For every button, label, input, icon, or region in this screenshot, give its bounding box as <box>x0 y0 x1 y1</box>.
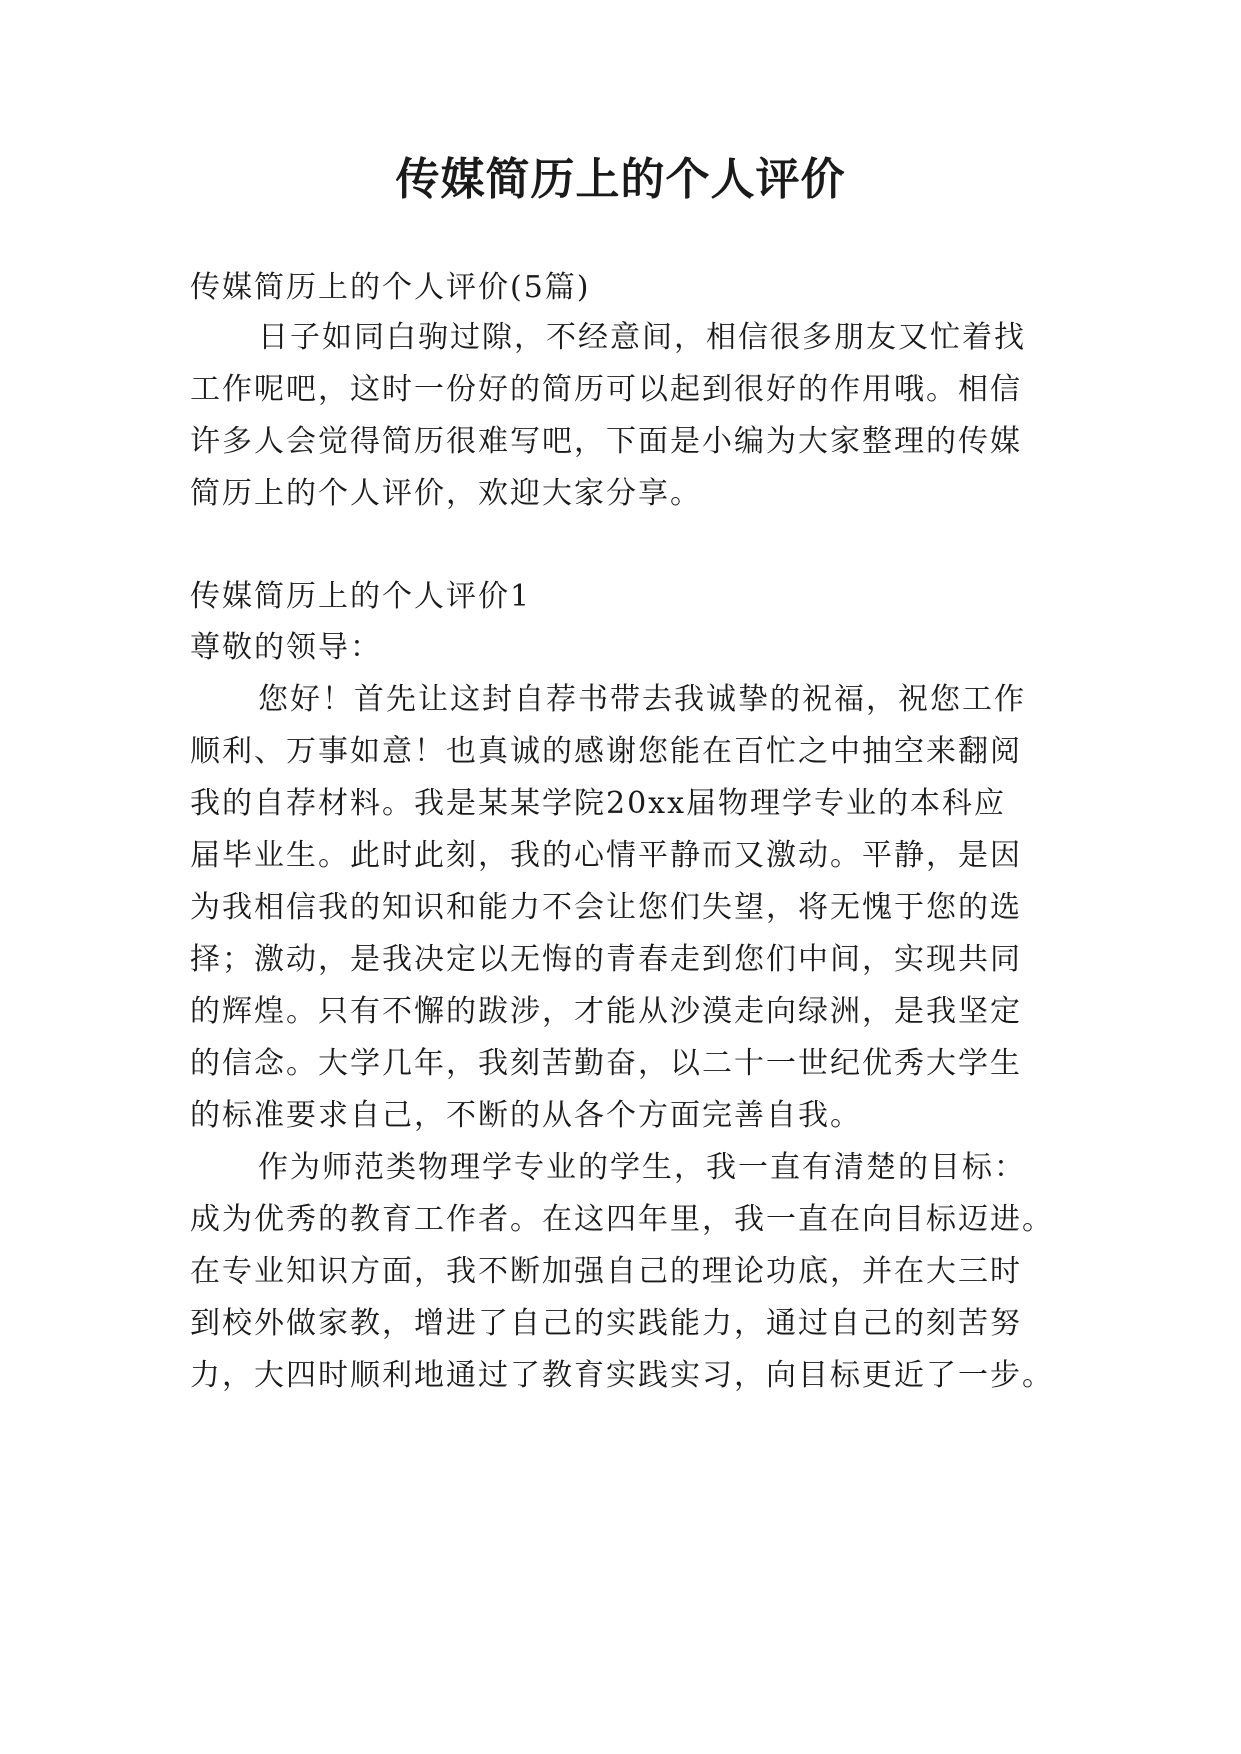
intro-line: 许多人会觉得简历很难写吧，下面是小编为大家整理的传媒 <box>190 424 1022 459</box>
intro-line: 简历上的个人评价，欢迎大家分享。 <box>190 476 702 511</box>
paragraph-line: 为我相信我的知识和能力不会让您们失望，将无愧于您的选 <box>190 890 1022 925</box>
paragraph-line: 的标准要求自己，不断的从各个方面完善自我。 <box>190 1098 862 1133</box>
paragraph-line: 我的自荐材料。我是某某学院20xx届物理学专业的本科应 <box>190 786 1007 821</box>
document-title: 传媒简历上的个人评价 <box>395 154 846 205</box>
paragraph-line: 您好！首先让这封自荐书带去我诚挚的祝福，祝您工作 <box>258 682 1026 717</box>
paragraph-line: 在专业知识方面，我不断加强自己的理论功底，并在大三时 <box>190 1254 1022 1289</box>
paragraph-line: 成为优秀的教育工作者。在这四年里，我一直在向目标迈进。 <box>190 1202 1054 1237</box>
document-subtitle: 传媒简历上的个人评价(5篇) <box>190 270 591 305</box>
paragraph-line: 择；激动，是我决定以无悔的青春走到您们中间，实现共同 <box>190 942 1022 977</box>
paragraph-line: 届毕业生。此时此刻，我的心情平静而又激动。平静，是因 <box>190 838 1022 873</box>
intro-line: 日子如同白驹过隙，不经意间，相信很多朋友又忙着找 <box>258 320 1026 355</box>
intro-line: 工作呢吧，这时一份好的简历可以起到很好的作用哦。相信 <box>190 372 1022 407</box>
section-heading: 传媒简历上的个人评价1 <box>190 579 532 614</box>
paragraph-line: 的辉煌。只有不懈的跋涉，才能从沙漠走向绿洲，是我坚定 <box>190 994 1022 1029</box>
paragraph-line: 到校外做家教，增进了自己的实践能力，通过自己的刻苦努 <box>190 1306 1022 1341</box>
paragraph-line: 力，大四时顺利地通过了教育实践实习，向目标更近了一步。 <box>190 1358 1054 1393</box>
salutation: 尊敬的领导： <box>190 630 382 665</box>
paragraph-line: 顺利、万事如意！也真诚的感谢您能在百忙之中抽空来翻阅 <box>190 734 1022 769</box>
paragraph-line: 的信念。大学几年，我刻苦勤奋，以二十一世纪优秀大学生 <box>190 1046 1022 1081</box>
paragraph-line: 作为师范类物理学专业的学生，我一直有清楚的目标： <box>258 1150 1026 1185</box>
